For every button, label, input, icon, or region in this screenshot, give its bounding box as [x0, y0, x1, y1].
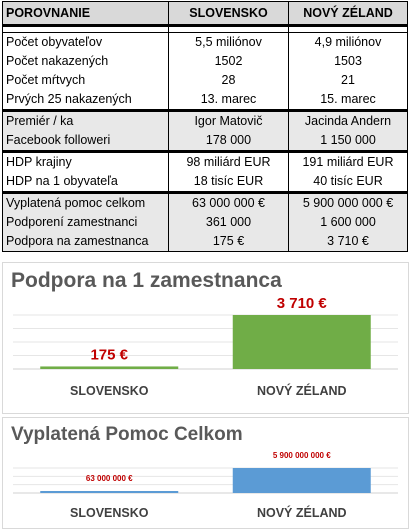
- row-label: HDP krajiny: [3, 152, 169, 173]
- data-label: 63 000 000 €: [85, 474, 133, 483]
- data-label: 175 €: [90, 346, 129, 364]
- table-row: [3, 71, 408, 90]
- cell-slovakia: 178 000: [169, 131, 289, 152]
- table-row: [3, 33, 408, 53]
- cell-slovakia: Igor Matovič: [169, 111, 289, 132]
- chart-plot: [3, 263, 408, 413]
- category-label: SLOVENSKO: [70, 506, 149, 520]
- row-label: Premiér / ka: [3, 111, 169, 132]
- row-label: Vyplatená pomoc celkom: [3, 193, 169, 214]
- total-aid-chart: [2, 417, 409, 529]
- cell-new-zealand: 1 150 000: [289, 131, 408, 152]
- cell-new-zealand: Jacinda Andern: [289, 111, 408, 132]
- category-label: SLOVENSKO: [70, 384, 149, 398]
- cell-new-zealand: 40 tisíc EUR: [289, 172, 408, 193]
- cell-slovakia: 28: [169, 71, 289, 90]
- category-label: NOVÝ ZÉLAND: [256, 506, 347, 520]
- row-label: Počet obyvateľov: [3, 33, 169, 53]
- cell-slovakia: 1502: [169, 52, 289, 71]
- table-row: [3, 193, 408, 214]
- cell-new-zealand: 3 710 €: [289, 232, 408, 252]
- cell-slovakia: 175 €: [169, 232, 289, 252]
- bar-slovakia: [40, 491, 178, 493]
- category-label: NOVÝ ZÉLAND: [256, 384, 347, 398]
- header-cell-new-zealand: NOVÝ ZÉLAND: [289, 2, 408, 26]
- cell-new-zealand: 21: [289, 71, 408, 90]
- bar-slovakia: [40, 366, 178, 369]
- row-label: HDP na 1 obyvateľa: [3, 172, 169, 193]
- row-label: Podpora na zamestnanca: [3, 232, 169, 252]
- header-cell-slovakia: SLOVENSKO: [169, 2, 289, 26]
- table-row: [3, 213, 408, 232]
- table-header-row: [3, 2, 408, 26]
- cell-new-zealand: 15. marec: [289, 90, 408, 111]
- cell-new-zealand: 1 600 000: [289, 213, 408, 232]
- row-label: Prvých 25 nakazených: [3, 90, 169, 111]
- comparison-table: [2, 1, 408, 252]
- data-label: 3 710 €: [276, 295, 327, 312]
- chart-title: Vyplatená Pomoc Celkom: [11, 424, 243, 445]
- cell-slovakia: 98 miliárd EUR: [169, 152, 289, 173]
- table-row: [3, 52, 408, 71]
- bar-new-zealand: [233, 468, 371, 493]
- cell-new-zealand: 1503: [289, 52, 408, 71]
- table-row: [3, 131, 408, 152]
- cell-slovakia: 63 000 000 €: [169, 193, 289, 214]
- cell-slovakia: 5,5 miliónov: [169, 33, 289, 53]
- table-row: [3, 152, 408, 173]
- chart-title: Podpora na 1 zamestnanca: [11, 269, 282, 292]
- table-row: [3, 172, 408, 193]
- cell-slovakia: 13. marec: [169, 90, 289, 111]
- cell-slovakia: 18 tisíc EUR: [169, 172, 289, 193]
- header-cell-comparison: POROVNANIE: [3, 2, 169, 26]
- cell-new-zealand: 4,9 miliónov: [289, 33, 408, 53]
- cell-slovakia: 361 000: [169, 213, 289, 232]
- bar-new-zealand: [233, 315, 371, 369]
- table-row: [3, 111, 408, 132]
- table-row: [3, 232, 408, 252]
- row-label: Počet mŕtvych: [3, 71, 169, 90]
- table-row: [3, 90, 408, 111]
- row-label: Podporení zamestnanci: [3, 213, 169, 232]
- cell-new-zealand: 5 900 000 000 €: [289, 193, 408, 214]
- support-per-employee-chart: [2, 262, 409, 414]
- row-label: Facebook followeri: [3, 131, 169, 152]
- data-label: 5 900 000 000 €: [272, 451, 331, 460]
- chart-plot: [3, 418, 408, 528]
- cell-new-zealand: 191 miliárd EUR: [289, 152, 408, 173]
- row-label: Počet nakazených: [3, 52, 169, 71]
